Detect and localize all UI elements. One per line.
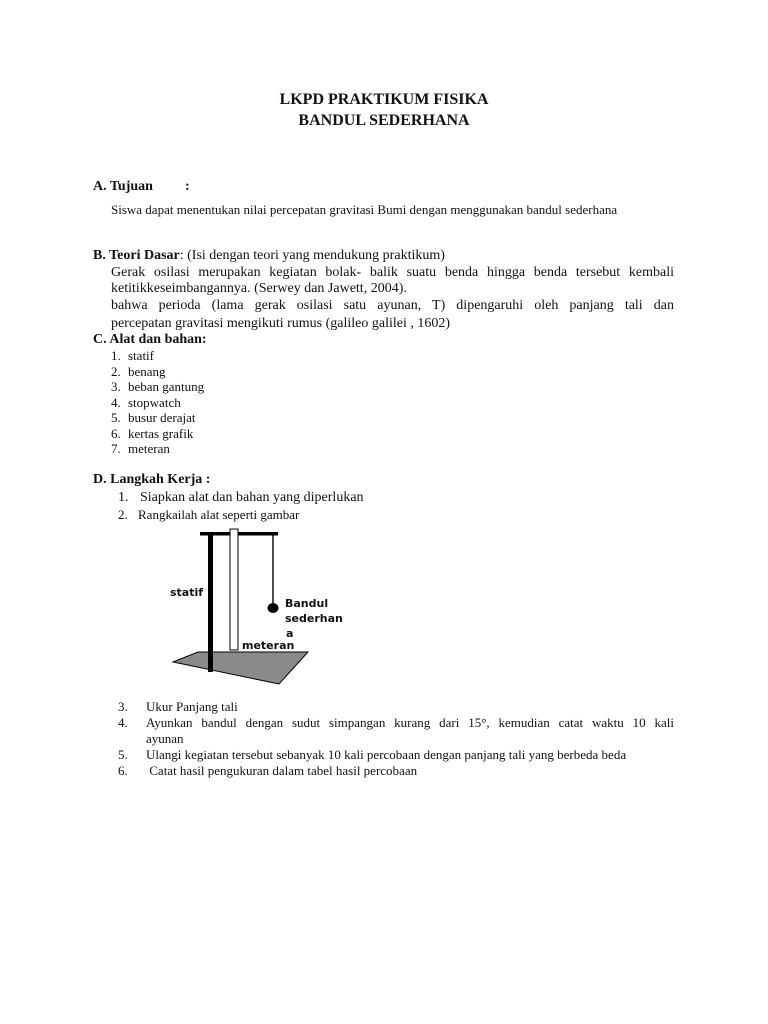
document-title: LKPD PRAKTIKUM FISIKA: [279, 91, 489, 108]
bandul-label-line-1: Bandul: [285, 597, 329, 610]
bandul-label-line-2: sederhan: [285, 612, 343, 625]
list-item: 7. meteran: [111, 441, 170, 456]
list-item: 1. statif: [111, 348, 154, 363]
section-b-line-2: ketitikkeseimbangannya. (Serwey dan Jawett, 2004).: [111, 281, 407, 296]
step-1: 1. Siapkan alat dan bahan yang diperlukan: [118, 490, 364, 505]
step-5: 5. Ulangi kegiatan tersebut sebanyak 10 kali percobaan dengan panjang tali yang berbeda beda: [118, 747, 627, 762]
section-b-heading: B. Teori Dasar: [93, 248, 180, 263]
pendulum-bob: [268, 603, 279, 613]
bandul-label-line-3: a: [286, 627, 294, 640]
document-subtitle: BANDUL SEDERHANA: [298, 112, 470, 129]
stand-base-plate: [173, 652, 308, 684]
step-4-line-2: ayunan: [146, 731, 184, 746]
statif-label: statif: [170, 586, 204, 599]
list-item: 2. benang: [111, 363, 166, 379]
section-b-note: : (Isi dengan teori yang mendukung praktikum): [179, 248, 445, 263]
step-4: 4.: [118, 715, 128, 730]
section-a-colon: :: [185, 179, 190, 194]
section-b-line-4: percepatan gravitasi mengikuti rumus (galileo galilei , 1602): [111, 316, 451, 331]
statif-pole: [208, 534, 213, 672]
step-3: 3. Ukur Panjang tali: [118, 699, 238, 714]
section-c-heading: C. Alat dan bahan:: [93, 332, 207, 347]
step-4-line-1: Ayunkan bandul dengan sudut simpangan kurang dari 15°, kemudian catat waktu 10 kali: [146, 715, 674, 730]
list-item: 3. beban gantung: [111, 379, 205, 394]
meteran-ruler: [230, 529, 238, 650]
list-item: 6. kertas grafik: [111, 425, 194, 441]
step-2: 2. Rangkailah alat seperti gambar: [118, 507, 300, 522]
section-a-heading: A. Tujuan: [93, 179, 153, 194]
step-6: 6. Catat hasil pengukuran dalam tabel hasil percobaan: [118, 763, 418, 778]
section-b-line-3: bahwa perioda (lama gerak osilasi satu ayunan, T) dipengaruhi oleh panjang tali dan: [111, 298, 674, 313]
statif-arm: [200, 532, 278, 536]
section-a-text: Siswa dapat menentukan nilai percepatan gravitasi Bumi dengan menggunakan bandul sederhana: [111, 202, 618, 217]
section-b-line-1: Gerak osilasi merupakan kegiatan bolak- balik suatu benda hingga benda tersebut kembali: [111, 265, 674, 280]
meteran-label: meteran: [242, 639, 295, 652]
list-item: 4. stopwatch: [111, 394, 181, 410]
section-d-heading: D. Langkah Kerja :: [93, 472, 211, 487]
list-item: 5. busur derajat: [111, 410, 196, 425]
